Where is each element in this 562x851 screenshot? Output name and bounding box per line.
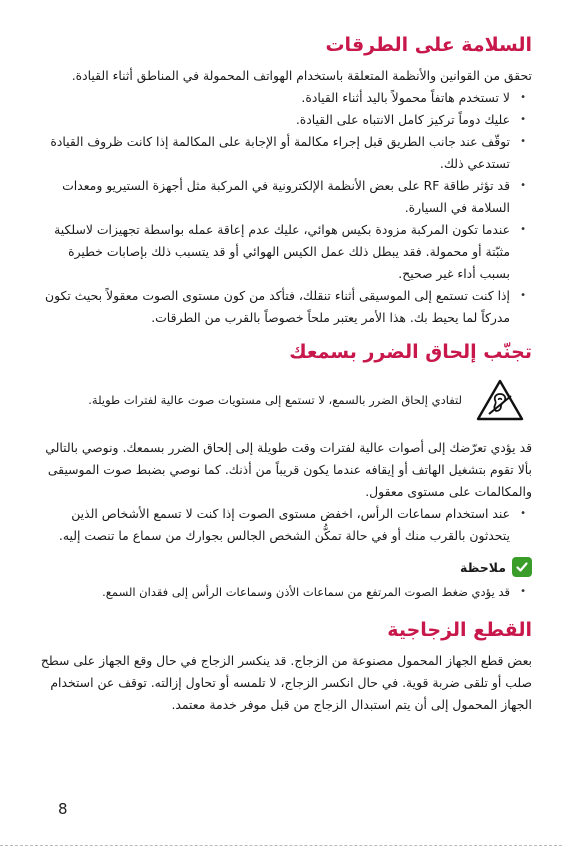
list-item: • إذا كنت تستمع إلى الموسيقى أثناء تنقلك، فتأكد من كون مستوى الصوت معقولاً بحيث تكون مدركاً لما يحيط بك. هذا الأمر يعتبر ملحاً خصوصاً بالقرب من الطرقات.	[34, 285, 532, 329]
page-bottom-divider	[0, 845, 562, 846]
hearing-paragraph: قد يؤدي تعرّضك إلى أصوات عالية لفترات وقت طويلة إلى إلحاق الضرر بسمعك. ونوصي بالتالي بألا تقوم بتشغيل الهاتف أو إيقافه عندما يكون قريباً من أذنك. كما نوصي بضبط صوت الموسيقى والمكالمات على مستوى معقول.	[45, 440, 532, 499]
hearing-warning	[34, 379, 532, 421]
list-item: • لا تستخدم هاتفاً محمولاً باليد أثناء القيادة.	[34, 87, 532, 109]
section-title-glass: القطع الزجاجية	[387, 619, 532, 641]
hearing-list	[34, 503, 532, 547]
list-item: • توقّف عند جانب الطريق قبل إجراء مكالمة أو الإجابة على المكالمة إذا كانت ظروف القيادة تستدعي ذلك.	[34, 131, 532, 175]
list-item: • قد يؤدي ضغط الصوت المرتفع من سماعات الأذن وسماعات الرأس إلى فقدان السمع.	[34, 581, 532, 603]
section-title-hearing: تجنّب إلحاق الضرر بسمعك	[289, 341, 532, 363]
note-check-icon	[512, 557, 532, 577]
page-content	[34, 32, 532, 716]
list-item: • عليك دوماً تركيز كامل الانتباه على القيادة.	[34, 109, 532, 131]
list-item: • قد تؤثر طاقة RF على بعض الأنظمة الإلكترونية في المركبة مثل أجهزة الستيريو ومعدات السلامة في السيارة.	[34, 175, 532, 219]
page-number: 8	[58, 800, 68, 818]
list-item: • عندما تكون المركبة مزودة بكيس هوائي، عليك عدم إعاقة عمله بواسطة تجهيزات لاسلكية مثبّتة أو محمولة. فقد يبطل ذلك عمل الكيس الهوائي أو قد يتسبب ذلك بإصابات خطيرة بسبب أداء غير صحيح.	[34, 219, 532, 285]
note-list	[34, 581, 532, 603]
section-title-road-safety: السلامة على الطرقات	[325, 34, 532, 56]
ear-warning-icon	[476, 379, 524, 421]
note-header	[34, 557, 532, 577]
hearing-warning-text: لتفادي إلحاق الضرر بالسمع، لا تستمع إلى مستويات صوت عالية لفترات طويلة.	[88, 393, 462, 407]
glass-paragraph: بعض قطع الجهاز المحمول مصنوعة من الزجاج. قد ينكسر الزجاج في حال وقع الجهاز على سطح صلب أو تلقى ضربة قوية. في حال انكسر الزجاج، لا تلمسه أو تحاول إزالته. توقف عن استخدام الجهاز المحمول إلى أن يتم استبدال الزجاج من قبل موفر خدمة معتمد.	[40, 653, 532, 712]
road-safety-intro: تحقق من القوانين والأنظمة المتعلقة باستخدام الهواتف المحمولة في المناطق أثناء القيادة.	[71, 68, 532, 83]
road-safety-list	[34, 87, 532, 329]
note-label: ملاحظة	[460, 559, 506, 575]
list-item: • عند استخدام سماعات الرأس، اخفض مستوى الصوت إذا كنت لا تسمع الأشخاص الذين يتحدثون بالقرب منك أو في حالة تمكُّن الشخص الجالس بجوارك من سماع ما تنصت إليه.	[34, 503, 532, 547]
